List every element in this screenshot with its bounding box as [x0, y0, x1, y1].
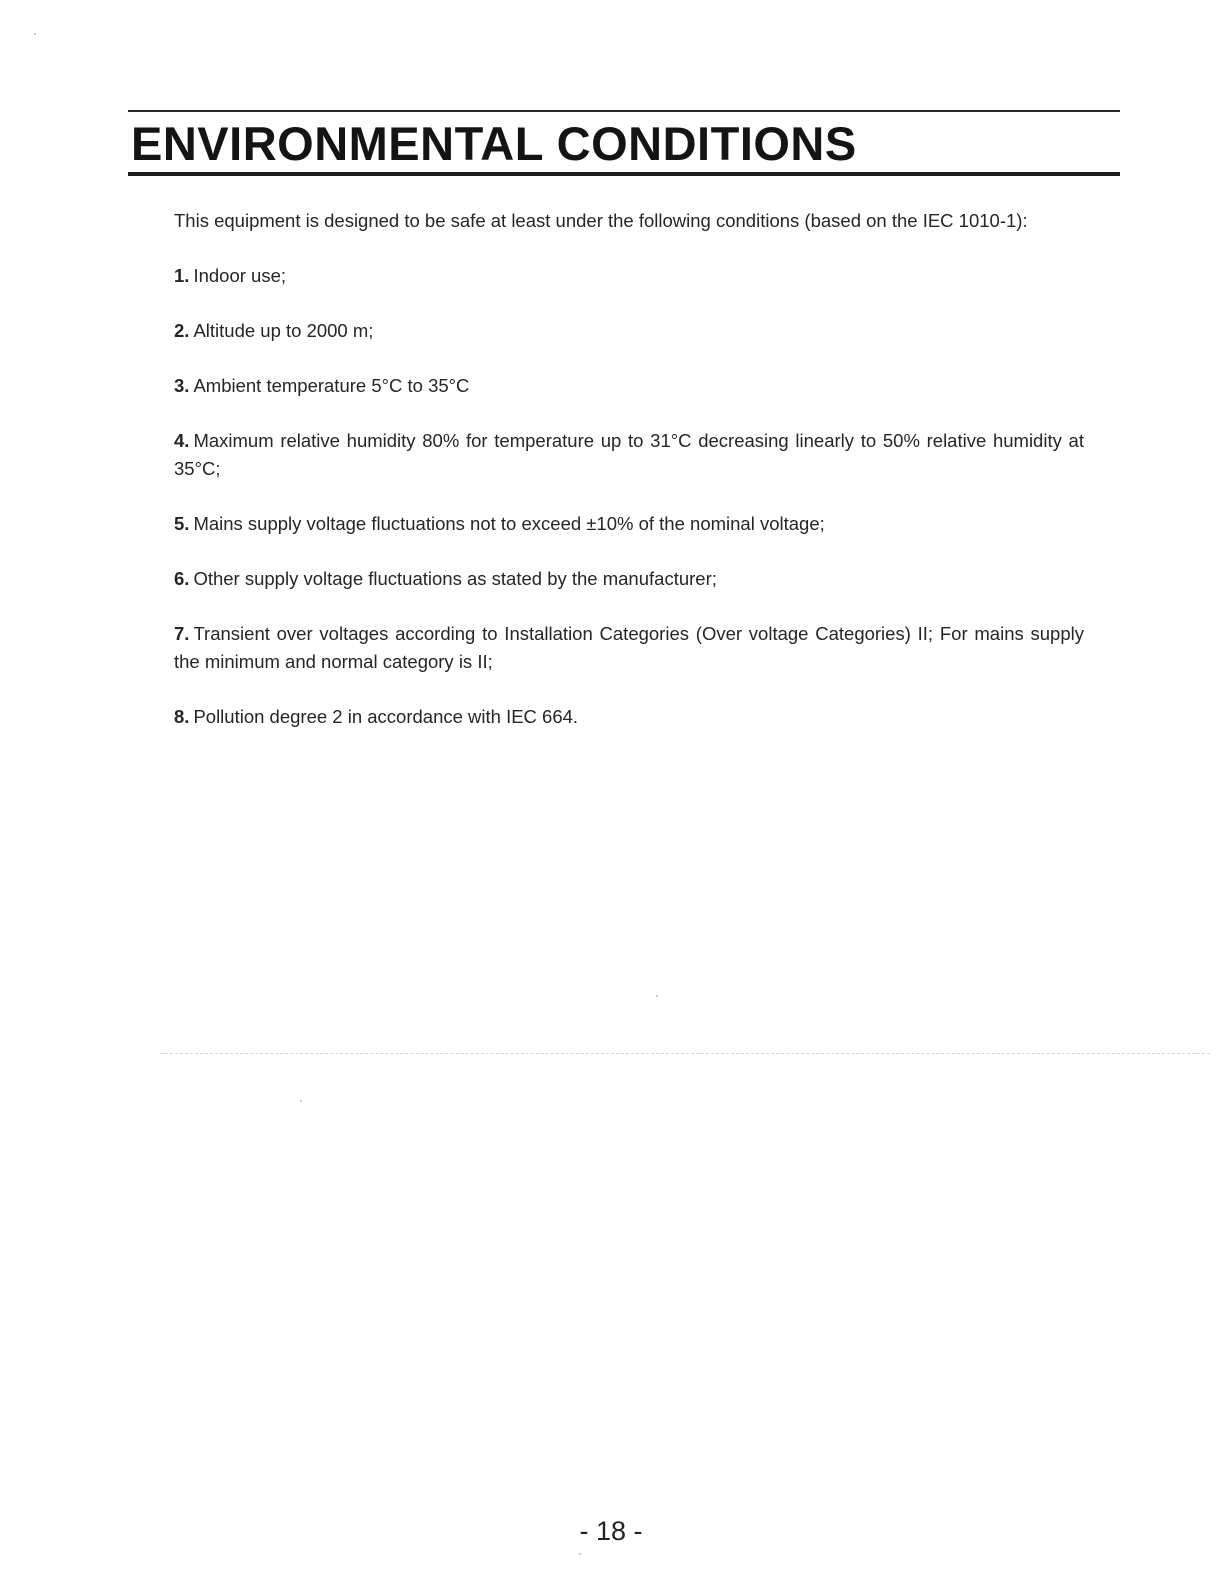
- condition-item: [174, 565, 1084, 593]
- scan-speck: [656, 995, 658, 997]
- page-title: ENVIRONMENTAL CONDITIONS: [131, 117, 857, 170]
- condition-text: Indoor use;: [193, 265, 287, 286]
- scan-speck: [579, 1553, 581, 1555]
- scan-speck: [34, 33, 36, 35]
- condition-item: [174, 317, 1084, 345]
- condition-item: [174, 703, 1084, 731]
- document-body: [174, 207, 1084, 758]
- page-number: - 18 -: [579, 1516, 643, 1546]
- condition-item: [174, 262, 1084, 290]
- scan-artifact-line: [160, 1053, 1210, 1054]
- condition-text: Pollution degree 2 in accordance with IEC 664.: [193, 706, 579, 727]
- condition-text: Maximum relative humidity 80% for temperature up to 31°C decreasing linearly to 50% relative humidity at 35°C;: [174, 430, 1084, 479]
- title-bottom-rule: [128, 172, 1120, 176]
- condition-text: Ambient temperature 5°C to 35°C: [193, 375, 470, 396]
- title-top-rule: [128, 110, 1120, 112]
- condition-text: Altitude up to 2000 m;: [193, 320, 374, 341]
- condition-item: [174, 620, 1084, 676]
- condition-text: Other supply voltage fluctuations as stated by the manufacturer;: [193, 568, 717, 589]
- condition-number: 4.: [174, 430, 190, 451]
- intro-paragraph: This equipment is designed to be safe at least under the following conditions (based on the IEC 1010-1):: [174, 210, 1028, 231]
- condition-item: [174, 372, 1084, 400]
- condition-number: 2.: [174, 320, 190, 341]
- condition-text: Transient over voltages according to Installation Categories (Over voltage Categories) II; For mains supply the minimum and normal category is II;: [174, 623, 1084, 672]
- condition-number: 3.: [174, 375, 190, 396]
- scan-speck: [300, 1100, 302, 1102]
- condition-item: [174, 427, 1084, 483]
- condition-text: Mains supply voltage fluctuations not to exceed ±10% of the nominal voltage;: [193, 513, 825, 534]
- condition-item: [174, 510, 1084, 538]
- condition-number: 5.: [174, 513, 190, 534]
- condition-number: 7.: [174, 623, 190, 644]
- condition-number: 8.: [174, 706, 190, 727]
- condition-number: 1.: [174, 265, 190, 286]
- condition-number: 6.: [174, 568, 190, 589]
